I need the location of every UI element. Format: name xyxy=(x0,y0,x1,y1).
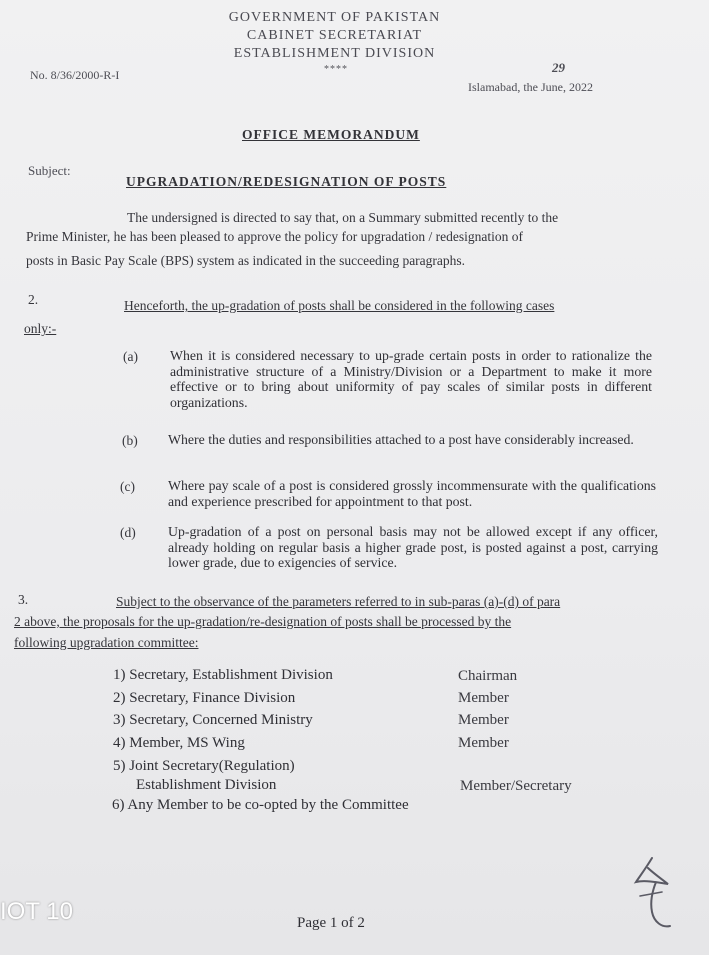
page-number: Page 1 of 2 xyxy=(297,915,365,931)
item-label-b: (b) xyxy=(122,433,138,448)
header-cabinet: CABINET SECRETARIAT xyxy=(246,28,423,43)
header-stars: **** xyxy=(324,64,348,75)
committee-member-2: 2) Secretary, Finance Division xyxy=(113,690,296,706)
committee-member-4: 4) Member, MS Wing xyxy=(113,735,245,751)
para3-number: 3. xyxy=(18,592,29,607)
handwritten-day: 29 xyxy=(552,60,565,75)
header-government: GOVERNMENT OF PAKISTAN xyxy=(228,10,441,25)
para1-line2: Prime Minister, he has been pleased to approve the policy for upgradation / redesignation of xyxy=(26,229,523,244)
item-label-c: (c) xyxy=(120,479,135,494)
initials-signature xyxy=(622,852,686,934)
committee-role-1: Chairman xyxy=(458,668,518,684)
header-division: ESTABLISHMENT DIVISION xyxy=(233,46,436,61)
item-text-d: Up-gradation of a post on personal basis may not be allowed except if any officer, already holding on regular basis a higher grade post, is posted against a post, carrying lower grade, due to exigencies of service. xyxy=(168,524,658,570)
para3-line1: Subject to the observance of the parameters referred to in sub-paras (a)-(d) of para xyxy=(116,594,561,609)
item-label-a: (a) xyxy=(123,349,138,364)
para2-number: 2. xyxy=(28,292,39,307)
committee-member-3: 3) Secretary, Concerned Ministry xyxy=(113,712,313,728)
subject-text: UPGRADATION/REDESIGNATION OF POSTS xyxy=(126,174,447,189)
para2-cont: only:- xyxy=(24,321,57,336)
para1-line3: posts in Basic Pay Scale (BPS) system as indicated in the succeeding paragraphs. xyxy=(26,253,466,268)
committee-member-1: 1) Secretary, Establishment Division xyxy=(113,667,333,683)
committee-member-5: 5) Joint Secretary(Regulation) xyxy=(113,758,295,774)
para1-line1: The undersigned is directed to say that, on a Summary submitted recently to the xyxy=(127,210,559,225)
reference-number: No. 8/36/2000-R-I xyxy=(30,68,120,82)
para3-line2: 2 above, the proposals for the up-gradation/re-designation of posts shall be processed by the xyxy=(14,614,512,629)
item-text-c: Where pay scale of a post is considered grossly incommensurate with the qualifications and experience prescribed for appointment to that post. xyxy=(168,478,656,509)
committee-role-4: Member xyxy=(458,735,509,751)
para3-line3: following upgradation committee: xyxy=(14,635,199,650)
committee-member-5-line2: Establishment Division xyxy=(136,777,277,793)
committee-member-6: 6) Any Member to be co-opted by the Committee xyxy=(112,797,409,813)
item-text-a: When it is considered necessary to up-grade certain posts in order to rationalize the administrative structure of a Ministry/Division or a Department to make it more effective or to bring about uniformity of pay scales of similar posts in different organizations. xyxy=(170,348,652,410)
committee-role-5: Member/Secretary xyxy=(460,778,572,794)
committee-role-2: Member xyxy=(458,690,509,706)
place-date: Islamabad, the June, 2022 xyxy=(468,80,593,94)
para2-text: Henceforth, the up-gradation of posts shall be considered in the following cases xyxy=(124,298,555,313)
item-label-d: (d) xyxy=(120,525,136,540)
subject-label: Subject: xyxy=(28,163,71,178)
memo-title: OFFICE MEMORANDUM xyxy=(242,127,420,142)
committee-role-3: Member xyxy=(458,712,509,728)
camera-watermark: IOT 10 xyxy=(0,898,73,925)
item-text-b: Where the duties and responsibilities attached to a post have considerably increased. xyxy=(168,432,634,447)
